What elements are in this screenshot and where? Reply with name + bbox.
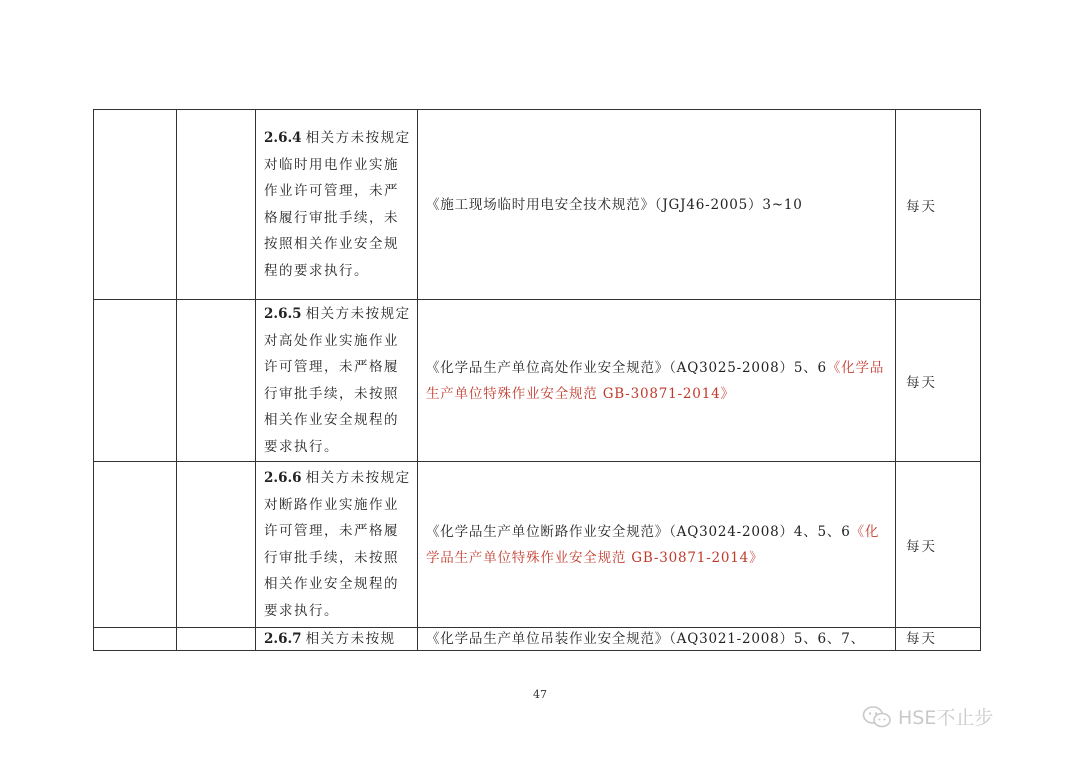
frequency-cell — [896, 110, 981, 300]
item-number: 2.6.6 — [264, 470, 302, 486]
item-text: 相关方未按规定对临时用电作业实施作业许可管理，未严格履行审批手续，未按照相关作业安全规程的要求执行。 — [264, 130, 411, 279]
page-number: 47 — [533, 688, 547, 701]
frequency-text: 每天 — [906, 198, 937, 215]
item-cell — [256, 300, 418, 462]
standard-red-text: 《化学品生产单位特殊作业安全规范 GB-30871-2014》 — [426, 359, 885, 402]
standard-text: 《施工现场临时用电安全技术规范》（JGJ46-2005）3~10 — [426, 196, 803, 213]
blank-cell — [94, 300, 177, 462]
blank-cell — [94, 110, 177, 300]
standard-cell — [418, 462, 896, 628]
wechat-icon — [862, 705, 892, 729]
table-row — [94, 462, 981, 628]
standard-text: 《化学品生产单位吊装作业安全规范》（AQ3021-2008）5、6、7、 — [426, 631, 865, 647]
regulation-table — [93, 109, 981, 651]
blank-cell — [177, 300, 256, 462]
frequency-cell — [896, 628, 981, 651]
watermark — [862, 703, 993, 730]
blank-cell — [94, 462, 177, 628]
item-number: 2.6.4 — [264, 130, 302, 146]
blank-cell — [94, 628, 177, 651]
item-cell — [256, 628, 418, 651]
watermark-text: HSE不止步 — [898, 707, 994, 729]
frequency-cell — [896, 300, 981, 462]
standard-text: 《化学品生产单位高处作业安全规范》（AQ3025-2008）5、6 — [426, 359, 827, 376]
standard-cell — [418, 110, 896, 300]
table-row — [94, 628, 981, 651]
item-text: 相关方未按规 — [305, 631, 396, 647]
item-number: 2.6.7 — [264, 631, 302, 647]
frequency-cell — [896, 462, 981, 628]
blank-cell — [177, 462, 256, 628]
standard-red-text: 《化学品生产单位特殊作业安全规范 GB-30871-2014》 — [426, 523, 880, 566]
item-number: 2.6.5 — [264, 306, 302, 322]
frequency-text: 每天 — [906, 374, 937, 391]
item-text: 相关方未按规定对断路作业实施作业许可管理，未严格履行审批手续，未按照相关作业安全规程的要求执行。 — [264, 470, 411, 619]
blank-cell — [177, 628, 256, 651]
table-row — [94, 110, 981, 300]
item-cell — [256, 110, 418, 300]
item-cell — [256, 462, 418, 628]
blank-cell — [177, 110, 256, 300]
frequency-text: 每天 — [906, 538, 937, 555]
standard-cell — [418, 628, 896, 651]
standard-text: 《化学品生产单位断路作业安全规范》（AQ3024-2008）4、5、6 — [426, 523, 851, 540]
item-text: 相关方未按规定对高处作业实施作业许可管理，未严格履行审批手续，未按照相关作业安全规程的要求执行。 — [264, 306, 411, 455]
standard-cell — [418, 300, 896, 462]
table-row — [94, 300, 981, 462]
frequency-text: 每天 — [906, 631, 937, 647]
